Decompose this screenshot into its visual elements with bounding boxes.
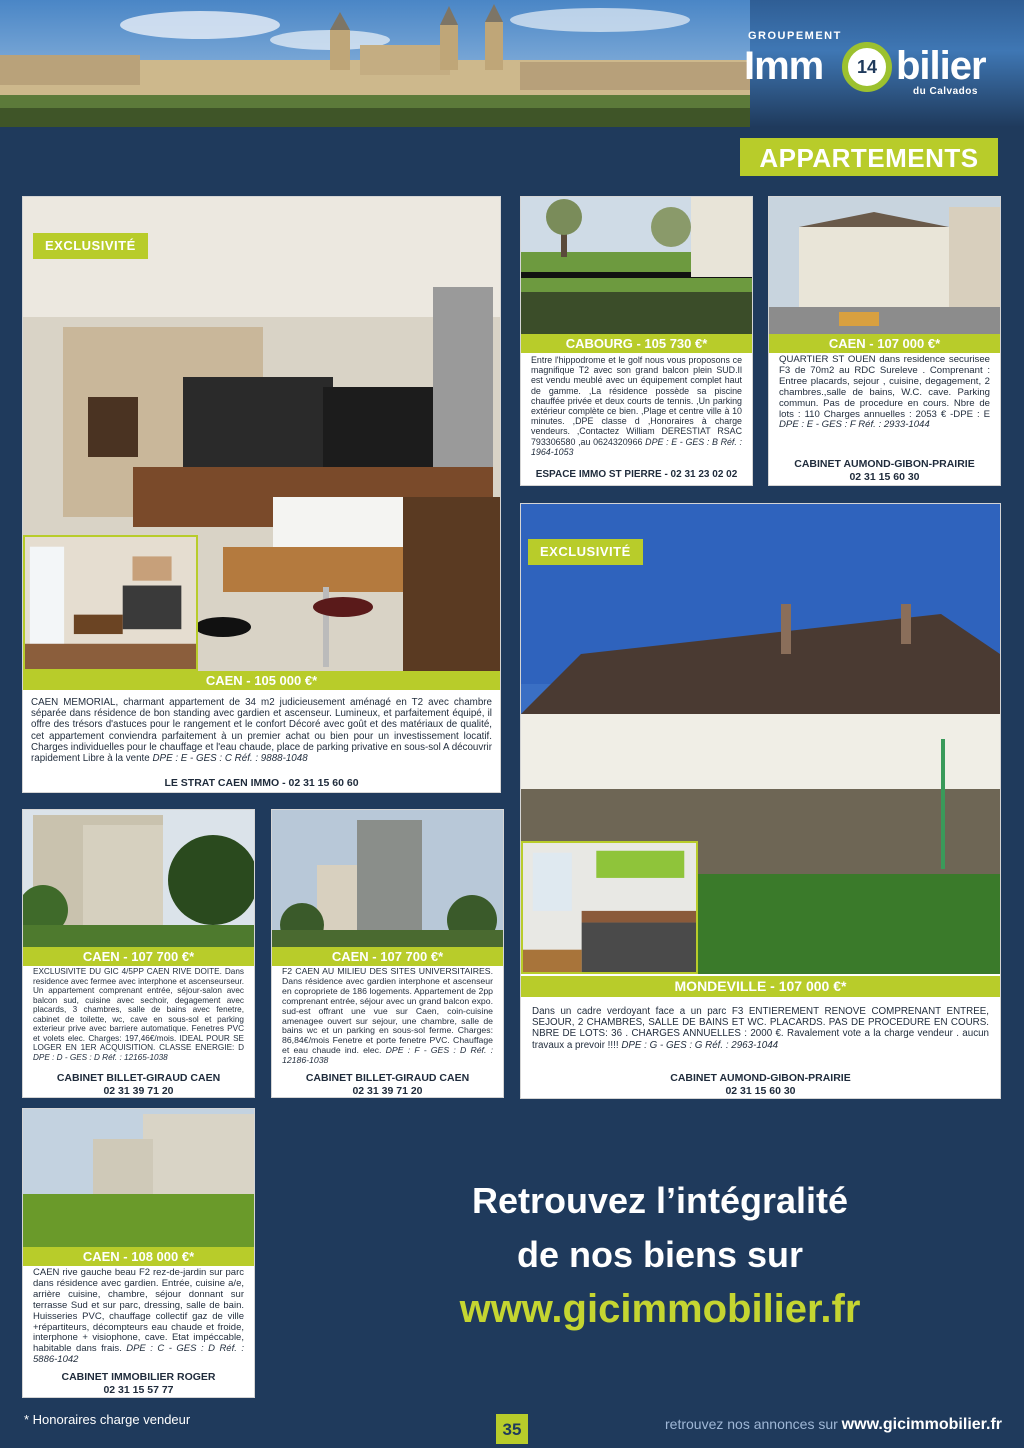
listing-cabourg[interactable]	[520, 196, 753, 486]
footer-website-text: retrouvez nos annonces sur	[665, 1416, 838, 1432]
section-title: APPARTEMENTS	[740, 138, 998, 176]
listing-description	[779, 355, 990, 431]
dpe-text: DPE : E - GES : B Réf. : 1964-1053	[531, 436, 743, 457]
dpe-text: DPE : E - GES : C Réf. : 9888-1048	[152, 753, 308, 765]
logo-top-text: GROUPEMENT	[748, 30, 842, 42]
exclusivity-badge: EXCLUSIVITÉ	[33, 233, 148, 259]
city-panorama-photo	[0, 0, 750, 127]
dpe-text: DPE : D - GES : D Réf. : 12165-1038	[33, 1052, 168, 1062]
logo-right-text: bilier	[896, 44, 986, 88]
listing-caen-st-ouen[interactable]	[768, 196, 1001, 486]
gic-logo	[738, 30, 1008, 100]
price-label: CAEN - 107 700 €*	[23, 947, 254, 966]
listing-caen-rive-droite[interactable]	[22, 809, 255, 1098]
description-text: CAEN MEMORIAL, charmant appartement de 34 m2 judicieusement aménagé en T2 avec chambre séparée dans résidence de bon standing avec gardien et ascenseur. Lumineux, et parfaitement équipé, il offre des trésors d'astuces pour le rangement et le confort Décoré avec goût et des matériaux de qualité, cet appartement conviendra parfaitement à un premier achat ou bien pour un investissement locatif. Charges individuelles pour le chauffage et l'eau chaude, place de parking privative en sous-sol A découvrir rapidement Libre à la vente	[31, 697, 492, 765]
balcony-golf-photo	[521, 197, 752, 334]
agency-phone: 02 31 15 60 30	[849, 471, 920, 483]
listing-caen-memorial[interactable]	[22, 196, 501, 793]
logo-badge: 14	[842, 42, 892, 92]
agency-name: CABINET AUMOND-GIBON-PRAIRIE	[794, 458, 975, 470]
description-text: F2 CAEN AU MILIEU DES SITES UNIVERSITAIRES. Dans résidence avec gardien interphone et ascenseur en copropriete de 186 logements. Appartement de 2pp comprenant entrée, séjour avec un grand balcon expo. sud-est offrant une vue sur Caen, coin-cuisine amenagee ouvert sur sejour, une chambre, salle de bains wc et un parking en sous-sol ferme. Charges: 86,84€/mois Fenetre et porte fenetre PVC. Chauffage et eau chaude ind. elec.	[282, 966, 493, 1056]
listing-caen-universite[interactable]	[271, 809, 504, 1098]
exclusivity-badge: EXCLUSIVITÉ	[528, 539, 643, 565]
cta-line-1: Retrouvez l’intégralité	[471, 1180, 849, 1221]
logo-left-text: Imm	[744, 44, 824, 88]
listing-description	[33, 967, 244, 1062]
price-label: CAEN - 108 000 €*	[23, 1247, 254, 1266]
description-text: Entre l'hippodrome et le golf nous vous proposons ce magnifique T2 avec son grand balcon plein SUD.Il est vendu meublé avec un équipement complet haut de gamme. ,La résidence possède sa piscine chauffée privée et deux courts de tennis. ,Un parking extérieur complète ce bien. ,Plage et centre ville à 10 minutes. ,DPE classe d ,Honoraires à charge vendeurs. ,Contactez William DERESTIAT RSAC 793306580 ,au 0624320966	[531, 355, 742, 447]
description-text: QUARTIER ST OUEN dans residence securisee F3 de 70m2 au RDC Sureleve . Comprenant : Entree placards, sejour , cuisine, degagement, 2 chambres.,salle de bains, W.C. cave. Parking commun. Pas de procedure en cours. Nbre de lots : 110 Charges annuelles : 2053 € -DPE : E	[779, 354, 990, 420]
agency-contact: ESPACE IMMO ST PIERRE - 02 31 23 02 02	[535, 469, 738, 480]
listing-caen-rive-gauche[interactable]	[22, 1108, 255, 1398]
tower-blocks-photo	[23, 810, 254, 947]
agency-phone: 02 31 15 60 30	[725, 1085, 796, 1097]
dpe-text: DPE : E - GES : F Réf. : 2933-1044	[779, 419, 930, 431]
description-text: Dans un cadre verdoyant face a un parc F3 ENTIEREMENT RENOVE COMPRENANT ENTREE, SEJOUR, 2 CHAMBRES, SALLE DE BAINS ET WC. PLACARDS. PAS DE PROCEDURE EN COURS. NBRE DE LOTS: 36 . CHARGES ANNUELLES : 2000 €. Ravalement vote a la charge vendeur . aucun travaux a prevoir !!!!	[532, 1006, 989, 1051]
description-text: EXCLUSIVITE DU GIC 4/5PP CAEN RIVE DOITE. Dans residence avec fermee avec interphone et ascenseurseur. Un appartement comprenant entrée, séjour-salon avec balcon sud, cuisine avec sechoir, degagement avec placards, 3 chambres, salle de bains avec fenetre, cabinet de toilette, wc, cave en sous-sol et parking exterieur prive avec barriere automatique. Fenetres PVC et volets elec. Charges: 197,46€/mois. IDEAL POUR SE LOGER EN 1ER ACQUISITION. CLASSE ENERGIE: D	[33, 967, 244, 1052]
agency-contact: LE STRAT CAEN IMMO - 02 31 15 60 60	[164, 777, 359, 789]
price-label: CAEN - 105 000 €*	[23, 671, 500, 690]
header-banner	[0, 0, 1024, 127]
agency-phone: 02 31 39 71 20	[103, 1085, 174, 1097]
cta-line-2: de nos biens sur	[516, 1234, 804, 1275]
logo-bottom-text: du Calvados	[913, 86, 978, 97]
listing-mondeville[interactable]	[520, 503, 1001, 1099]
agency-phone: 02 31 39 71 20	[352, 1085, 423, 1097]
agency-phone: 02 31 15 57 77	[103, 1384, 174, 1396]
page-number: 35	[496, 1414, 528, 1444]
description-text: CAEN rive gauche beau F2 rez-de-jardin sur parc dans résidence avec gardien. Entrée, cuisine a/e, arrière cuisine, chambre, séjour donnant sur terrasse Sud et sur parc, dressing, salle de bain. Huisseries PVC, chauffage collectif gaz de ville +répartiteurs, décompteurs eau chaude et froide, interphone + visiophone, cave. Etat impéccable, habitable dans frais.	[33, 1267, 244, 1355]
agency-name: CABINET BILLET-GIRAUD CAEN	[56, 1072, 221, 1084]
listing-description	[532, 1006, 989, 1051]
dpe-text: DPE : G - GES : G Réf. : 2963-1044	[621, 1039, 779, 1051]
price-label: CAEN - 107 700 €*	[272, 947, 503, 966]
mondeville-kitchen-photo	[521, 841, 698, 974]
living-room-photo	[23, 535, 198, 671]
dpe-text: DPE : C - GES : D Réf. : 5886-1042	[33, 1343, 245, 1366]
listing-description	[33, 1268, 244, 1366]
footer-website	[665, 1416, 1002, 1434]
price-label: MONDEVILLE - 107 000 €*	[521, 976, 1000, 997]
dpe-text: DPE : F - GES : D Réf. : 12186-1038	[282, 1045, 494, 1066]
price-label: CABOURG - 105 730 €*	[521, 334, 752, 353]
cta-website-link[interactable]: www.gicimmobilier.fr	[459, 1287, 861, 1331]
agency-name: CABINET BILLET-GIRAUD CAEN	[305, 1072, 470, 1084]
listing-description	[531, 355, 742, 457]
agency-name: CABINET IMMOBILIER ROGER	[61, 1371, 216, 1383]
fees-footnote: * Honoraires charge vendeur	[24, 1412, 191, 1427]
price-label: CAEN - 107 000 €*	[769, 334, 1000, 353]
agency-name: CABINET AUMOND-GIBON-PRAIRIE	[670, 1072, 851, 1084]
garden-residence-photo	[23, 1109, 254, 1247]
footer-website-link[interactable]: www.gicimmobilier.fr	[841, 1416, 1002, 1433]
high-rise-photo	[272, 810, 503, 947]
building-st-ouen-photo	[769, 197, 1000, 334]
listing-description	[282, 967, 493, 1066]
listing-description	[31, 697, 492, 764]
